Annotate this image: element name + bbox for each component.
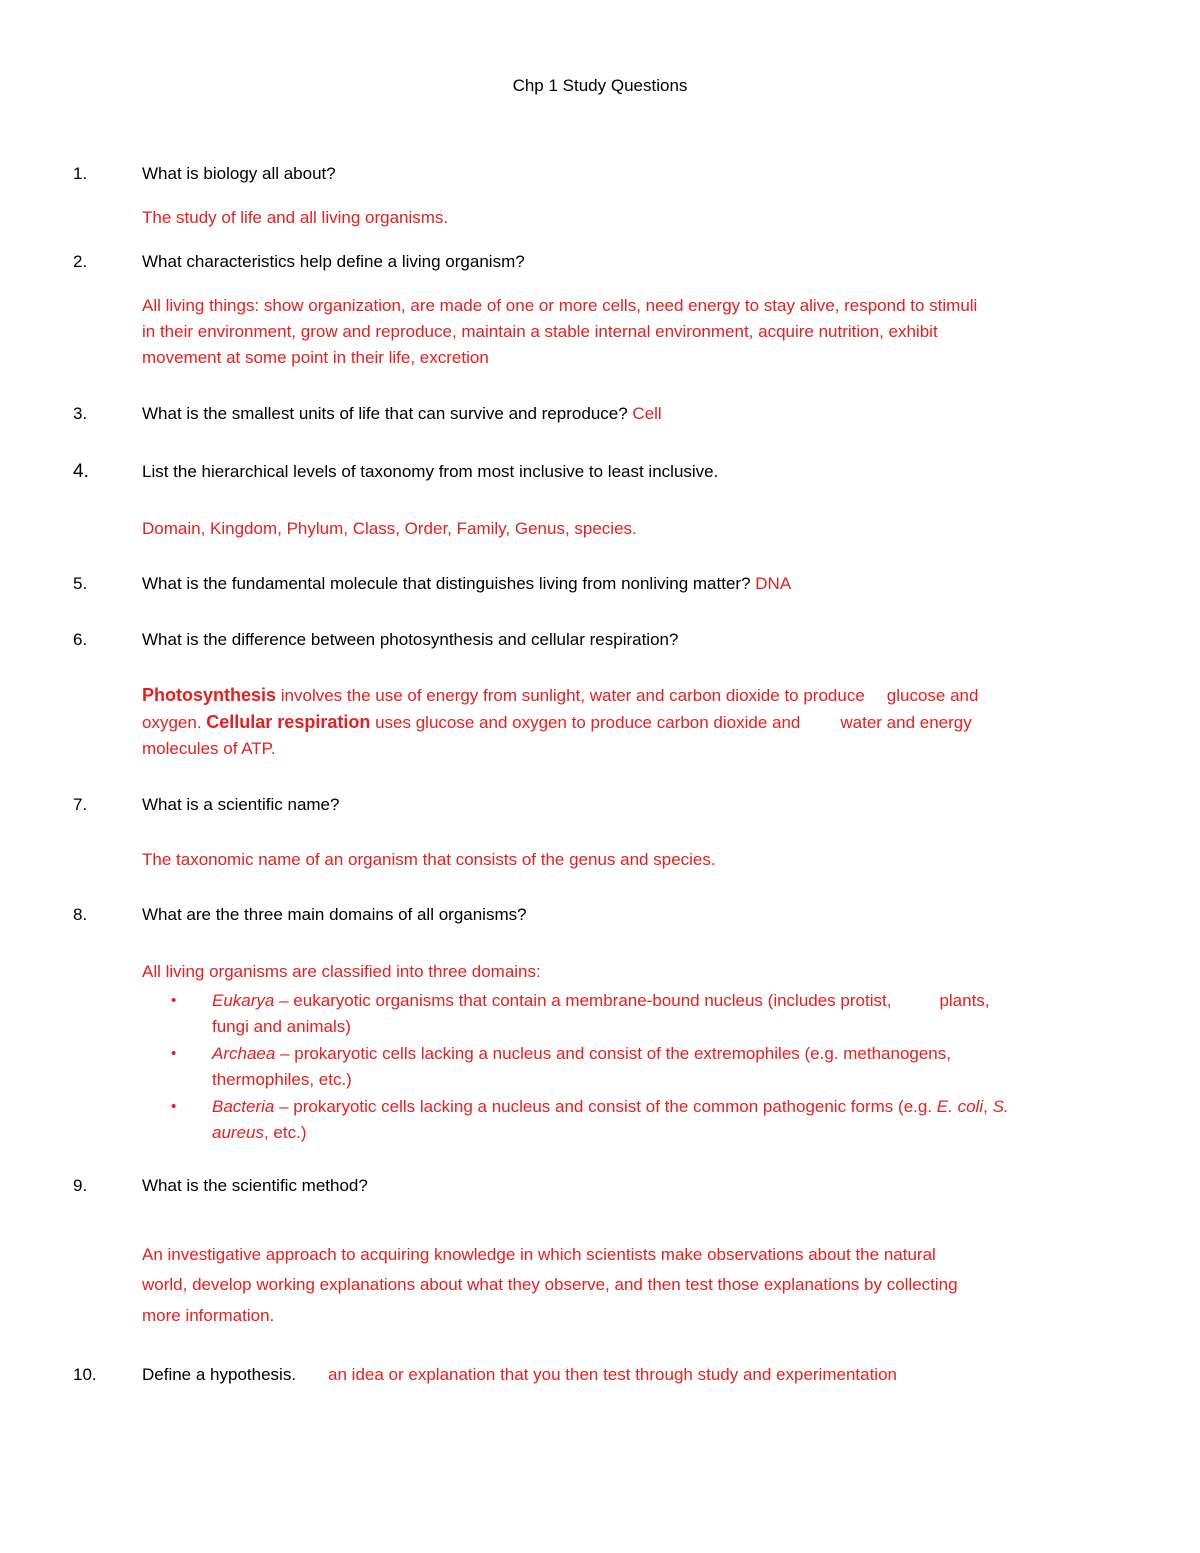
- q8-eukarya-line-2: fungi and animals): [212, 1017, 351, 1036]
- q4-number: 4.: [73, 461, 89, 482]
- q2-number: 2.: [73, 252, 88, 271]
- q8-bacteria-ecoli: E. coli: [936, 1097, 984, 1116]
- q6-line1-text: involves the use of energy from sunlight, water and carbon dioxide to produce: [280, 686, 865, 705]
- q9-answer-line-3: more information.: [142, 1306, 275, 1325]
- q6-answer-line-3: molecules of ATP.: [142, 739, 276, 758]
- q5-question: What is the fundamental molecule that distinguishes living from nonliving matter?: [142, 574, 751, 593]
- q4-question: List the hierarchical levels of taxonomy from most inclusive to least inclusive.: [142, 462, 719, 481]
- q8-archaea-line-2: thermophiles, etc.): [212, 1070, 352, 1089]
- q6-term-cellular-respiration: Cellular respiration: [206, 712, 371, 732]
- q8-bacteria-end: , etc.): [263, 1123, 307, 1142]
- q8-archaea-name: Archaea: [212, 1044, 276, 1063]
- q3-answer: Cell: [632, 404, 662, 423]
- q6-answer-line-2: [142, 709, 1137, 736]
- q8-bacteria-line-1: [212, 1094, 1137, 1120]
- q4-answer: Domain, Kingdom, Phylum, Class, Order, Family, Genus, species.: [142, 519, 637, 538]
- q9-answer-line-2: world, develop working explanations about what they observe, and then test those explanations by collecting: [142, 1275, 958, 1294]
- q9-question: What is the scientific method?: [142, 1176, 368, 1195]
- q6-number: 6.: [73, 630, 88, 649]
- q8-bacteria-s: S.: [992, 1097, 1009, 1116]
- q2-answer-line-3: movement at some point in their life, excretion: [142, 348, 489, 367]
- q8-archaea-text: – prokaryotic cells lacking a nucleus and consist of the extremophiles (e.g. methanogens,: [280, 1044, 951, 1063]
- q5-answer: DNA: [755, 574, 792, 593]
- q2-answer-line-1: All living things: show organization, are made of one or more cells, need energy to stay alive, respond to stimuli: [142, 296, 978, 315]
- q9-number: 9.: [73, 1176, 88, 1195]
- q10-line: [142, 1362, 1137, 1388]
- q8-question: What are the three main domains of all organisms?: [142, 905, 527, 924]
- q2-question: What characteristics help define a living organism?: [142, 252, 525, 271]
- q3-question: What is the smallest units of life that can survive and reproduce?: [142, 404, 628, 423]
- q8-eukarya-line-1: [212, 988, 1137, 1014]
- q10-question: Define a hypothesis.: [142, 1365, 297, 1384]
- q2-answer-line-2: in their environment, grow and reproduce, maintain a stable internal environment, acquire nutrition, exhibit: [142, 322, 938, 341]
- q7-number: 7.: [73, 795, 88, 814]
- q5-number: 5.: [73, 574, 88, 593]
- q8-bullet-eukarya: •: [171, 992, 177, 1009]
- q6-term-photosynthesis: Photosynthesis: [142, 685, 277, 705]
- q8-bullet-archaea: •: [171, 1045, 177, 1062]
- q8-eukarya-text: – eukaryotic organisms that contain a membrane-bound nucleus (includes protist,: [279, 991, 892, 1010]
- q5-line: [142, 571, 1137, 597]
- q6-line1-end: glucose and: [886, 686, 979, 705]
- q8-bacteria-text: – prokaryotic cells lacking a nucleus and consist of the common pathogenic forms (e.g.: [279, 1097, 933, 1116]
- q8-bacteria-line-2: [212, 1120, 1137, 1146]
- q6-answer-line-1: [142, 682, 1137, 709]
- q7-question: What is a scientific name?: [142, 795, 340, 814]
- q6-line2-end: water and energy: [840, 713, 972, 732]
- q10-answer: an idea or explanation that you then test through study and experimentation: [328, 1365, 897, 1384]
- q6-line2-text: uses glucose and oxygen to produce carbon dioxide and: [375, 713, 801, 732]
- q1-question: What is biology all about?: [142, 164, 336, 183]
- q6-line2-start: oxygen.: [142, 713, 202, 732]
- q8-bacteria-comma: ,: [983, 1097, 988, 1116]
- q7-answer: The taxonomic name of an organism that consists of the genus and species.: [142, 850, 716, 869]
- q8-archaea-line-1: [212, 1041, 1137, 1067]
- q1-number: 1.: [73, 164, 88, 183]
- q3-line: [142, 401, 1137, 427]
- q8-eukarya-name: Eukarya: [212, 991, 275, 1010]
- q6-question: What is the difference between photosynthesis and cellular respiration?: [142, 630, 679, 649]
- q9-answer-line-1: An investigative approach to acquiring knowledge in which scientists make observations about the natural: [142, 1245, 936, 1264]
- q10-number: 10.: [73, 1365, 97, 1384]
- q8-number: 8.: [73, 905, 88, 924]
- q8-intro: All living organisms are classified into three domains:: [142, 962, 541, 981]
- q8-bacteria-name: Bacteria: [212, 1097, 275, 1116]
- q1-answer: The study of life and all living organisms.: [142, 208, 449, 227]
- q8-bullet-bacteria: •: [171, 1098, 177, 1115]
- page-title: Chp 1 Study Questions: [512, 76, 688, 95]
- q8-eukarya-end: plants,: [939, 991, 990, 1010]
- q3-number: 3.: [73, 404, 88, 423]
- q8-bacteria-aureus: aureus: [212, 1123, 264, 1142]
